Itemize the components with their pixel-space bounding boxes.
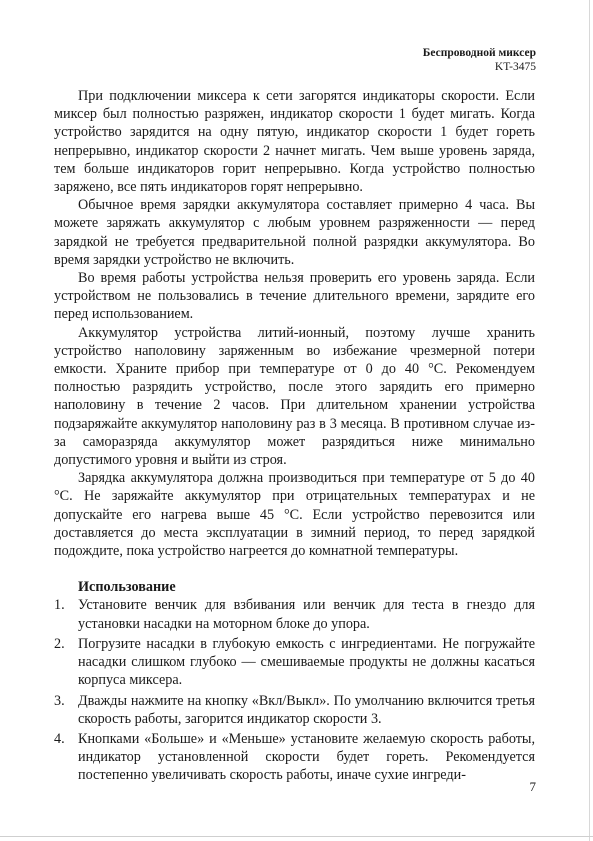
page-body — [54, 87, 535, 787]
usage-steps-list — [54, 596, 535, 784]
paragraph-temperature: Зарядка аккумулятора должна производиться при температуре от 5 до 40 °C. Не заряжайте аккумулятор при отрицательных температурах и не допускайте его нагрева выше 45 °C. Если устройство перевозится или доставляется до места эксплуатации в зимний период, то перед зарядкой подождите, пока устройство нагреется до комнатной температуры. — [54, 470, 535, 560]
step-number: 2. — [54, 635, 65, 652]
list-item — [54, 730, 535, 785]
page-edge-divider — [589, 0, 590, 841]
page-bottom-divider — [0, 836, 593, 837]
list-item — [54, 692, 535, 728]
paragraph-charging-time: Обычное время зарядки аккумулятора составляет примерно 4 часа. Вы можете заряжать аккумулятор с любым уровнем разряженности — перед зарядкой не требуется предварительной полной разрядки аккумулятора. Во время зарядки устройство не включить. — [54, 197, 535, 268]
step-text: Кнопками «Больше» и «Меньше» установите желаемую скорость работы, индикатор установленной скорости будет гореть. Рекомендуется постепенно увеличивать скорость работы, иначе сухие ингреди- — [78, 730, 535, 784]
step-text: Погрузите насадки в глубокую емкость с ингредиентами. Не погружайте насадки слишком глубоко — смешиваемые продукты не должны касаться корпуса миксера. — [78, 635, 535, 689]
list-item — [54, 596, 535, 632]
page-number: 7 — [529, 779, 536, 794]
step-number: 4. — [54, 730, 65, 747]
paragraph-charge-level: Во время работы устройства нельзя проверить его уровень заряда. Если устройством не пользовались в течение длительного времени, зарядите его перед использованием. — [54, 270, 535, 323]
paragraph-storage: Аккумулятор устройства литий-ионный, поэтому лучше хранить устройство наполовину заряженным во избежание чрезмерной потери емкости. Храните прибор при температуре от 0 до 40 °C. Рекомендуем полностью разрядить устройство, после этого зарядить его примерно наполовину в течение 2 часов. При длительном хранении устройства подзаряжайте аккумулятор наполовину раз в 3 месяца. В противном случае из-за саморазряда аккумулятор может разрядиться ниже минимально допустимого уровня и выйти из строя. — [54, 324, 535, 469]
product-name: Беспроводной миксер — [422, 47, 536, 59]
step-text: Дважды нажмите на кнопку «Вкл/Выкл». По умолчанию включится третья скорость работы, загорится индикатор скорости 3. — [78, 692, 535, 727]
model-number: KT-3475 — [494, 61, 536, 73]
running-header — [423, 46, 536, 74]
section-title-usage: Использование — [78, 579, 176, 596]
step-number: 1. — [54, 597, 65, 614]
step-text: Установите венчик для взбивания или венчик для теста в гнездо для установки насадки на моторном блоке до упора. — [78, 597, 535, 632]
list-item — [54, 635, 535, 690]
step-number: 3. — [54, 692, 65, 709]
paragraph-indicators: При подключении миксера к сети загорятся индикаторы скорости. Если миксер был полностью разряжен, индикатор скорости 1 будет мигать. Когда устройство зарядится на одну пятую, индикатор скорости 1 будет гореть непрерывно, индикатор скорости 2 начнет мигать. Чем выше уровень заряда, тем больше индикаторов горит непрерывно. Когда устройство полностью заряжено, все пять индикаторов горят непрерывно. — [54, 88, 535, 196]
